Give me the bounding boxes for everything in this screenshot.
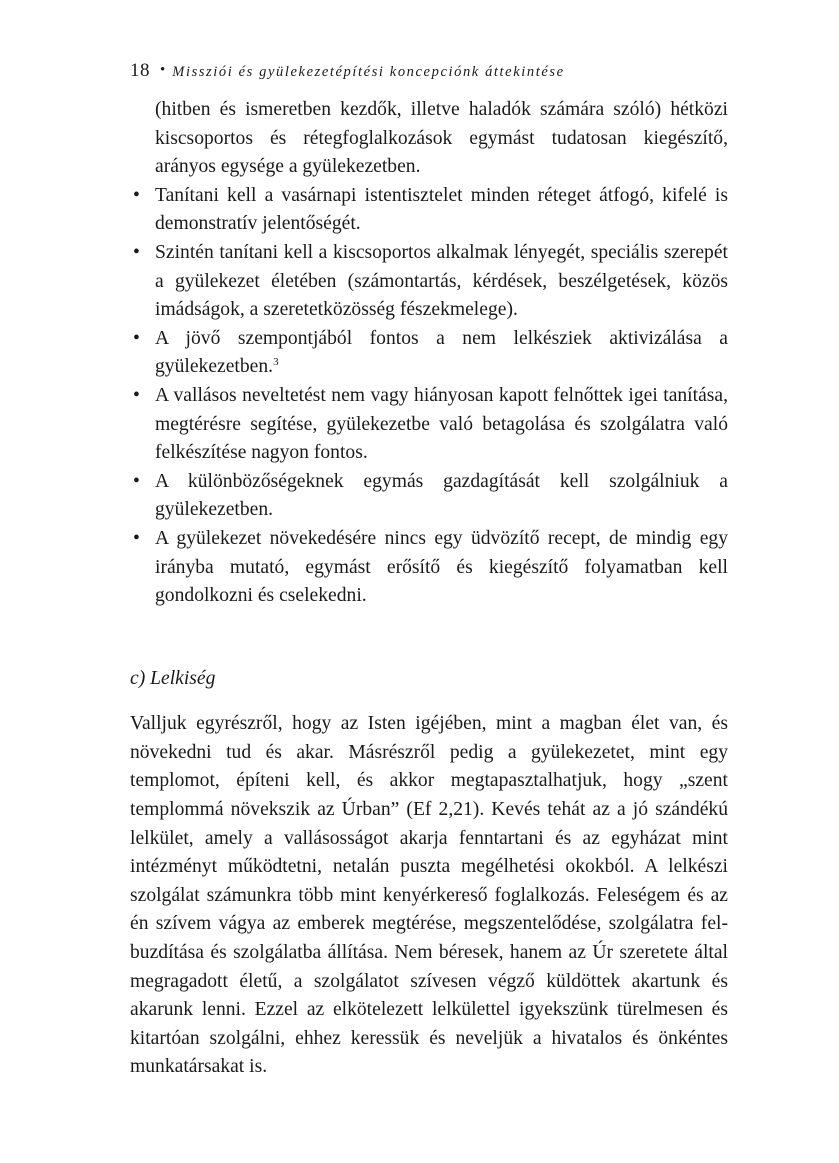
bullet-item [130, 182, 728, 239]
page-body [130, 96, 728, 1082]
bullet-icon: • [133, 327, 140, 349]
bullet-text: A különbözőségeknek egymás gazdagítását kell szolgálniuk a gyülekezetben. [155, 470, 728, 521]
section-paragraph: Valljuk egyrészről, hogy az Isten igéjében, mint a magban élet van, és növekedni tud és akar. Másrészről pedig a gyülekezetet, mint egy templomot, építeni kell, és akkor megtapasztalhatjuk, hogy „szent templommá növekszik az Úrban” (Ef 2,21). Kevés tehát az a jó szándékú lelkület, amely a vallásosságot akarja fenntartani és az egyházat mint intézményt működtetni, netalán puszta megélhetési okokból. A lelkészi szolgálat számunkra több mint kenyérkereső foglalkozás. Feleségem és az én szívem vágya az emberek megtérése, megszentelődése, szolgálatra felbuzdítása és szolgálatba állítása. Nem béresek, hanem az Úr szeretete által megragadott életű, a szolgálatot szívesen végző küldöttek akartunk és akarunk lenni. Ezzel az elkötelezett lelkülettel igyekszünk türelmesen és kitartóan szolgálni, ehhez keressük és neveljük a hivatalos és önkéntes munkatársakat is. [130, 713, 728, 1078]
running-header [130, 58, 728, 84]
bullet-item [130, 239, 728, 325]
bullet-text: Tanítani kell a vasárnapi istentisztelet minden réteget átfogó, kifelé is demonstratív jelentőségét. [155, 184, 728, 235]
bullet-item [130, 325, 728, 382]
running-title: Missziói és gyülekezetépítési koncepciónk áttekintése [172, 64, 565, 80]
bullet-item [130, 382, 728, 468]
bullet-item [130, 468, 728, 525]
continued-paragraph: (hitben és ismeretben kezdők, illetve haladók számára szóló) hétközi kiscsoportos és rétegfoglalkozások egymást tudatosan kiegészítő, arányos egysége a gyülekezetben. [155, 99, 728, 178]
bullet-list [130, 182, 728, 611]
footnote-marker[interactable]: 3 [273, 356, 279, 369]
bullet-icon: • [133, 527, 140, 549]
page-number: 18 [130, 60, 150, 81]
bullet-icon: • [133, 241, 140, 263]
bullet-icon: • [133, 384, 140, 406]
section-heading: c) Lelkiség [130, 667, 216, 689]
bullet-icon: • [133, 184, 140, 206]
bullet-text: A jövő szempontjából fontos a nem lelkésziek aktivizálása a gyülekezetben. [155, 327, 728, 378]
bullet-icon: • [133, 470, 140, 492]
bullet-text: Szintén tanítani kell a kiscsoportos alkalmak lényegét, speciális szerepét a gyülekezet életében (számontartás, kérdések, beszélgetések, közös imádságok, a szeretetközösség fészekmelege). [155, 241, 728, 321]
header-separator: • [160, 62, 166, 78]
bullet-text: A gyülekezet növekedésére nincs egy üdvözítő recept, de mindig egy irányba mutató, egymást erősítő és kiegészítő folyamatban kell gondolkozni és cselekedni. [155, 527, 728, 607]
bullet-text: A vallásos neveltetést nem vagy hiányosan kapott felnőttek igei tanítása, megtérésre segítése, gyülekezetbe való betagolása és szolgálatra való felkészítése nagyon fontos. [155, 384, 728, 464]
bullet-item [130, 525, 728, 611]
